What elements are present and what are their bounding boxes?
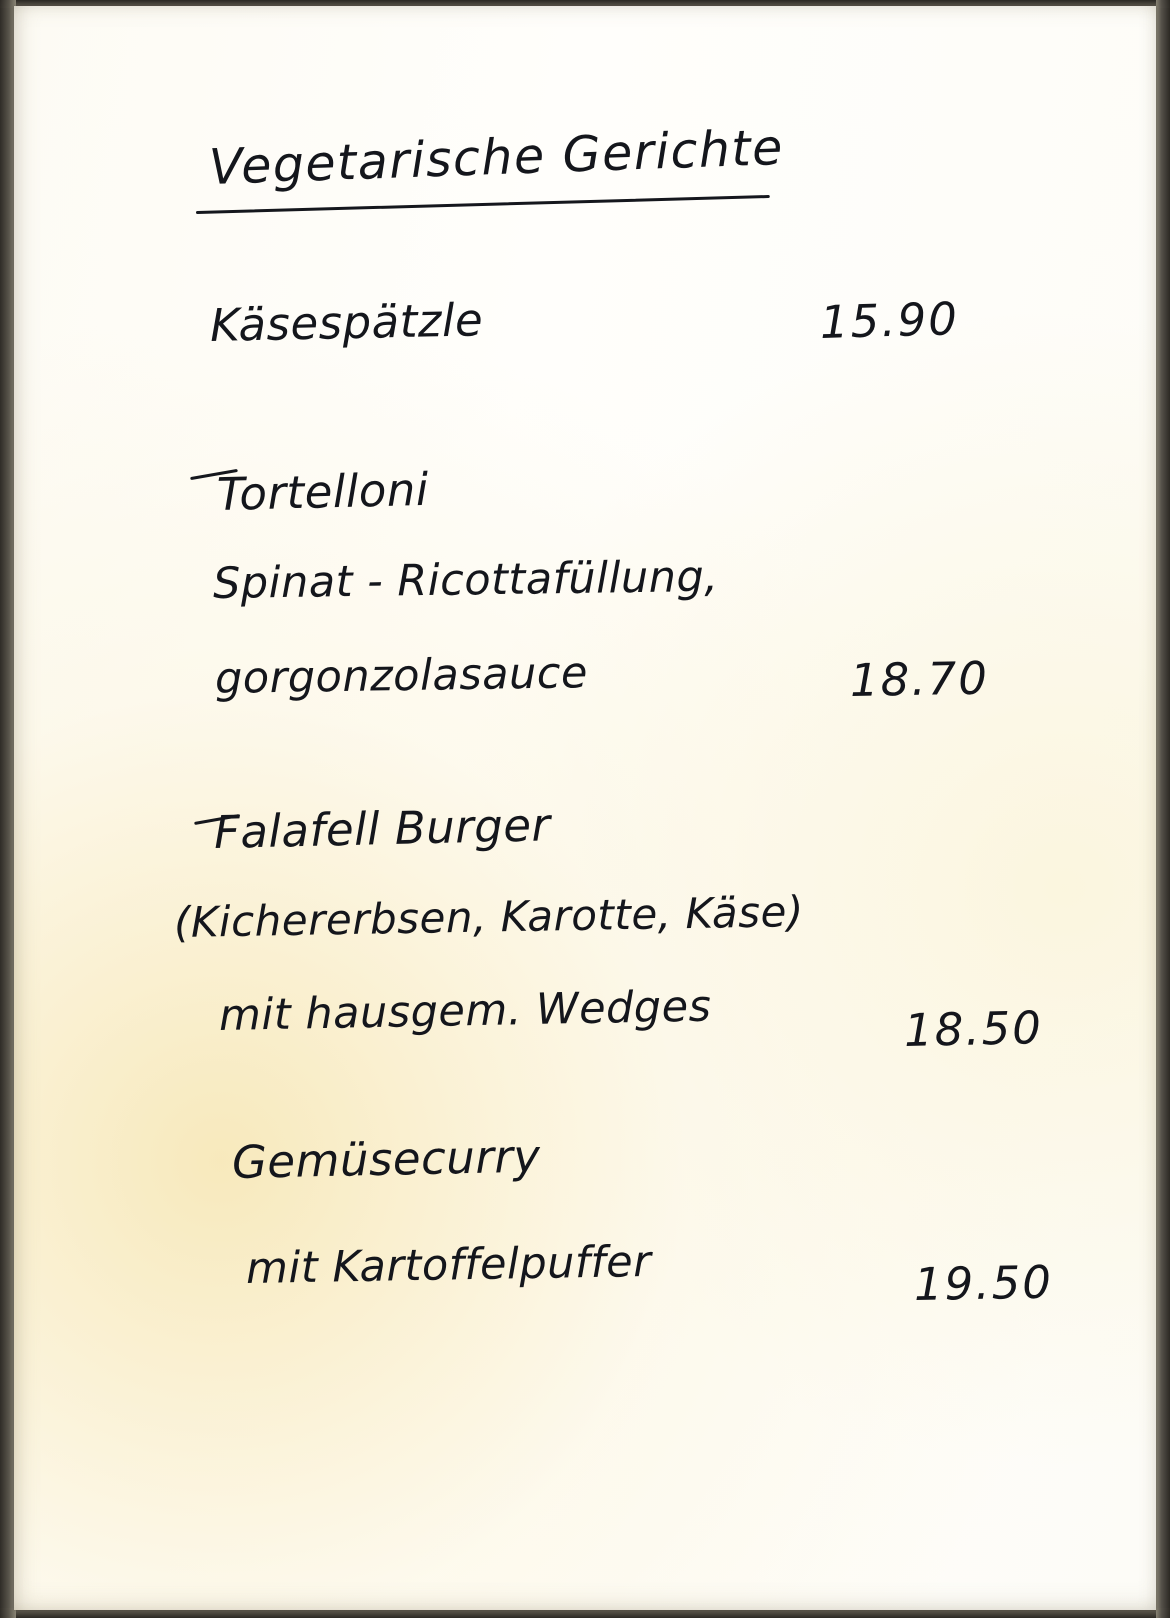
menu-item-description-line: mit hausgem. Wedges: [218, 981, 712, 1041]
menu-item-description-line: Spinat - Ricottafüllung,: [212, 551, 719, 609]
page-title-underline: [196, 195, 770, 214]
page-title: Vegetarische Gerichte: [208, 118, 785, 196]
menu-item-price: 19.50: [913, 1255, 1054, 1311]
menu-item-name: Falafell Burger: [213, 798, 552, 859]
photo-edge-right: [1156, 0, 1170, 1618]
paper-sheet: [14, 6, 1156, 1610]
menu-item-name: Tortelloni: [216, 462, 430, 521]
menu-item-description-line: mit Kartoffelpuffer: [245, 1236, 652, 1294]
menu-item-description-line: (Kichererbsen, Karotte, Käse): [173, 887, 805, 947]
menu-item-price: 15.90: [819, 292, 960, 349]
menu-item-price: 18.70: [849, 651, 990, 707]
menu-item-name: Käsespätzle: [209, 293, 484, 352]
menu-item-description-line: gorgonzolasauce: [214, 648, 589, 704]
menu-item-name: Gemüsecurry: [231, 1129, 541, 1189]
menu-item-price: 18.50: [903, 1001, 1044, 1057]
